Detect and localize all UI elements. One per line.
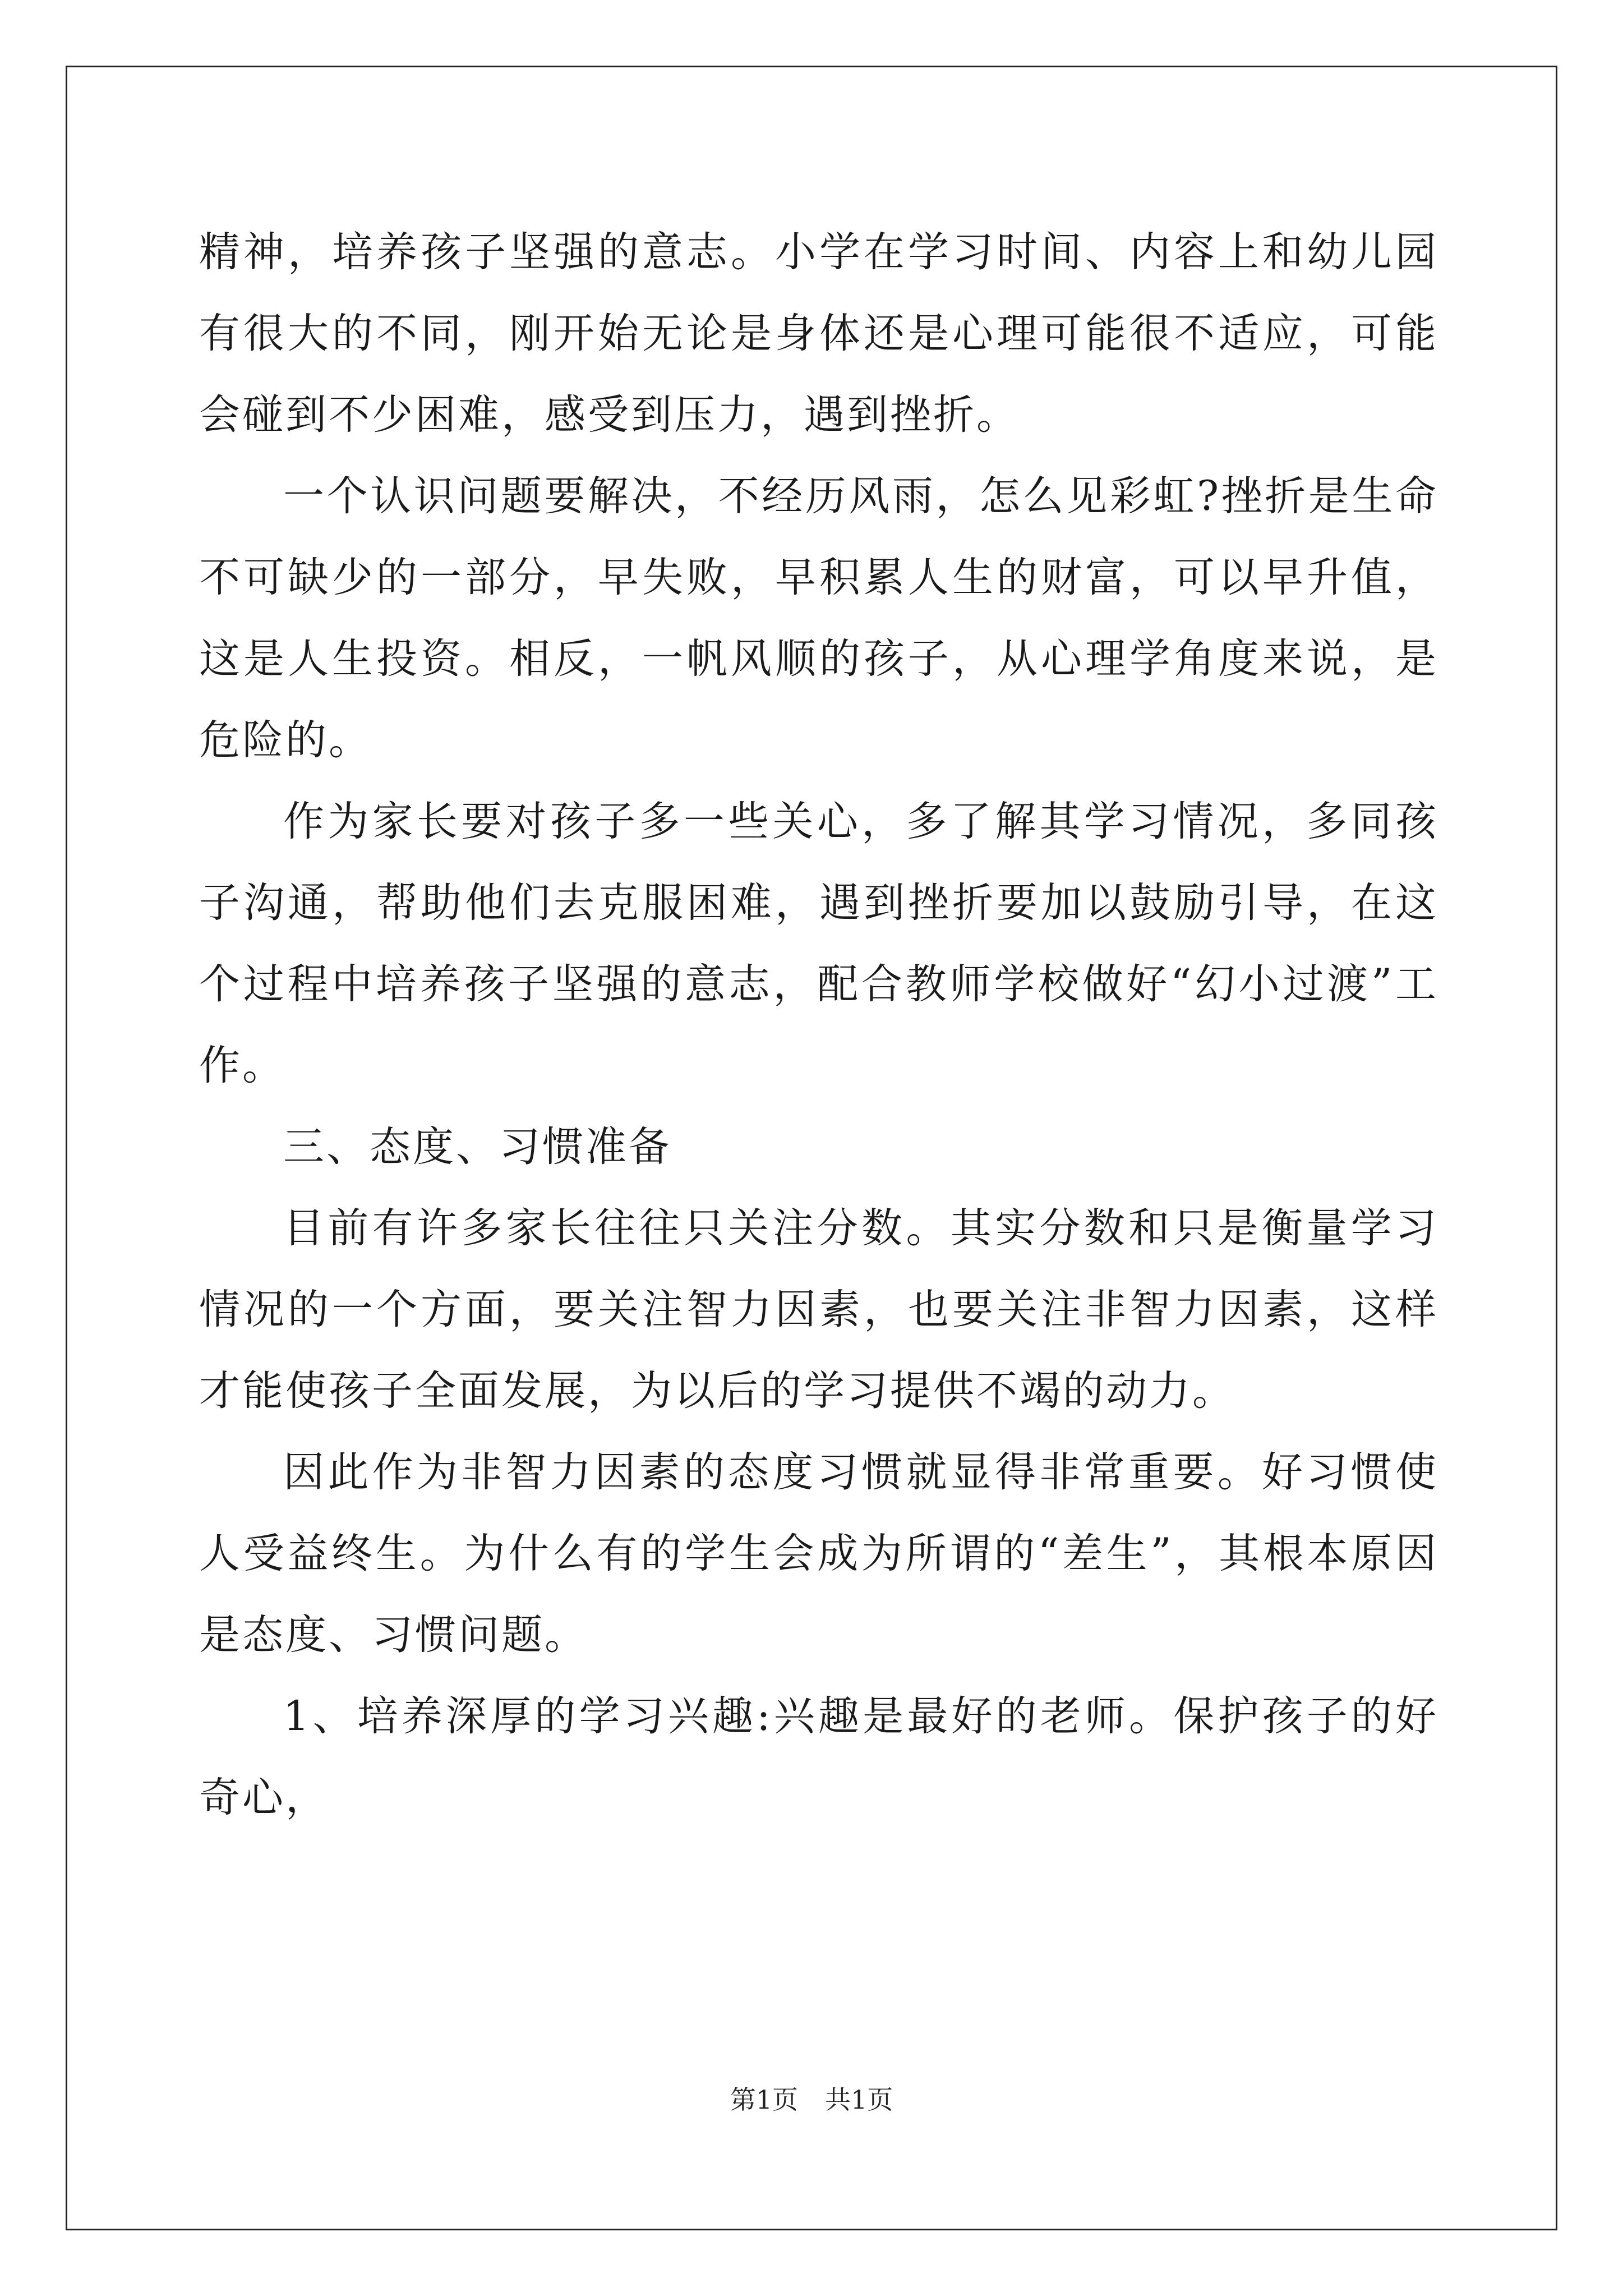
page-total: 共1页	[825, 2085, 893, 2115]
paragraph: 1、培养深厚的学习兴趣:兴趣是最好的老师。保护孩子的好奇心，	[199, 1692, 1438, 1821]
paragraph: 目前有许多家长往往只关注分数。其实分数和只是衡量学习情况的一个方面，要关注智力因素，也要关注非智力因素，这样才能使孩子全面发展，为以后的学习提供不竭的动力。	[199, 1204, 1438, 1415]
page-footer	[0, 2083, 1623, 2116]
section-heading: 三、态度、习惯准备	[283, 1123, 672, 1171]
document-body	[199, 211, 1438, 1838]
paragraph: 因此作为非智力因素的态度习惯就显得非常重要。好习惯使人受益终生。为什么有的学生会成为所谓的“差生”，其根本原因是态度、习惯问题。	[199, 1448, 1438, 1659]
paragraph: 一个认识问题要解决，不经历风雨，怎么见彩虹?挫折是生命不可缺少的一部分，早失败，早积累人生的财富，可以早升值，这是人生投资。相反，一帆风顺的孩子，从心理学角度来说，是危险的。	[199, 472, 1438, 764]
paragraph: 作为家长要对孩子多一些关心，多了解其学习情况，多同孩子沟通，帮助他们去克服困难，遇到挫折要加以鼓励引导，在这个过程中培养孩子坚强的意志，配合教师学校做好“幻小过渡”工作。	[199, 798, 1438, 1089]
page-number: 第1页	[730, 2085, 798, 2115]
paragraph: 精神，培养孩子坚强的意志。小学在学习时间、内容上和幼儿园有很大的不同，刚开始无论是身体还是心理可能很不适应，可能会碰到不少困难，感受到压力，遇到挫折。	[199, 228, 1438, 439]
